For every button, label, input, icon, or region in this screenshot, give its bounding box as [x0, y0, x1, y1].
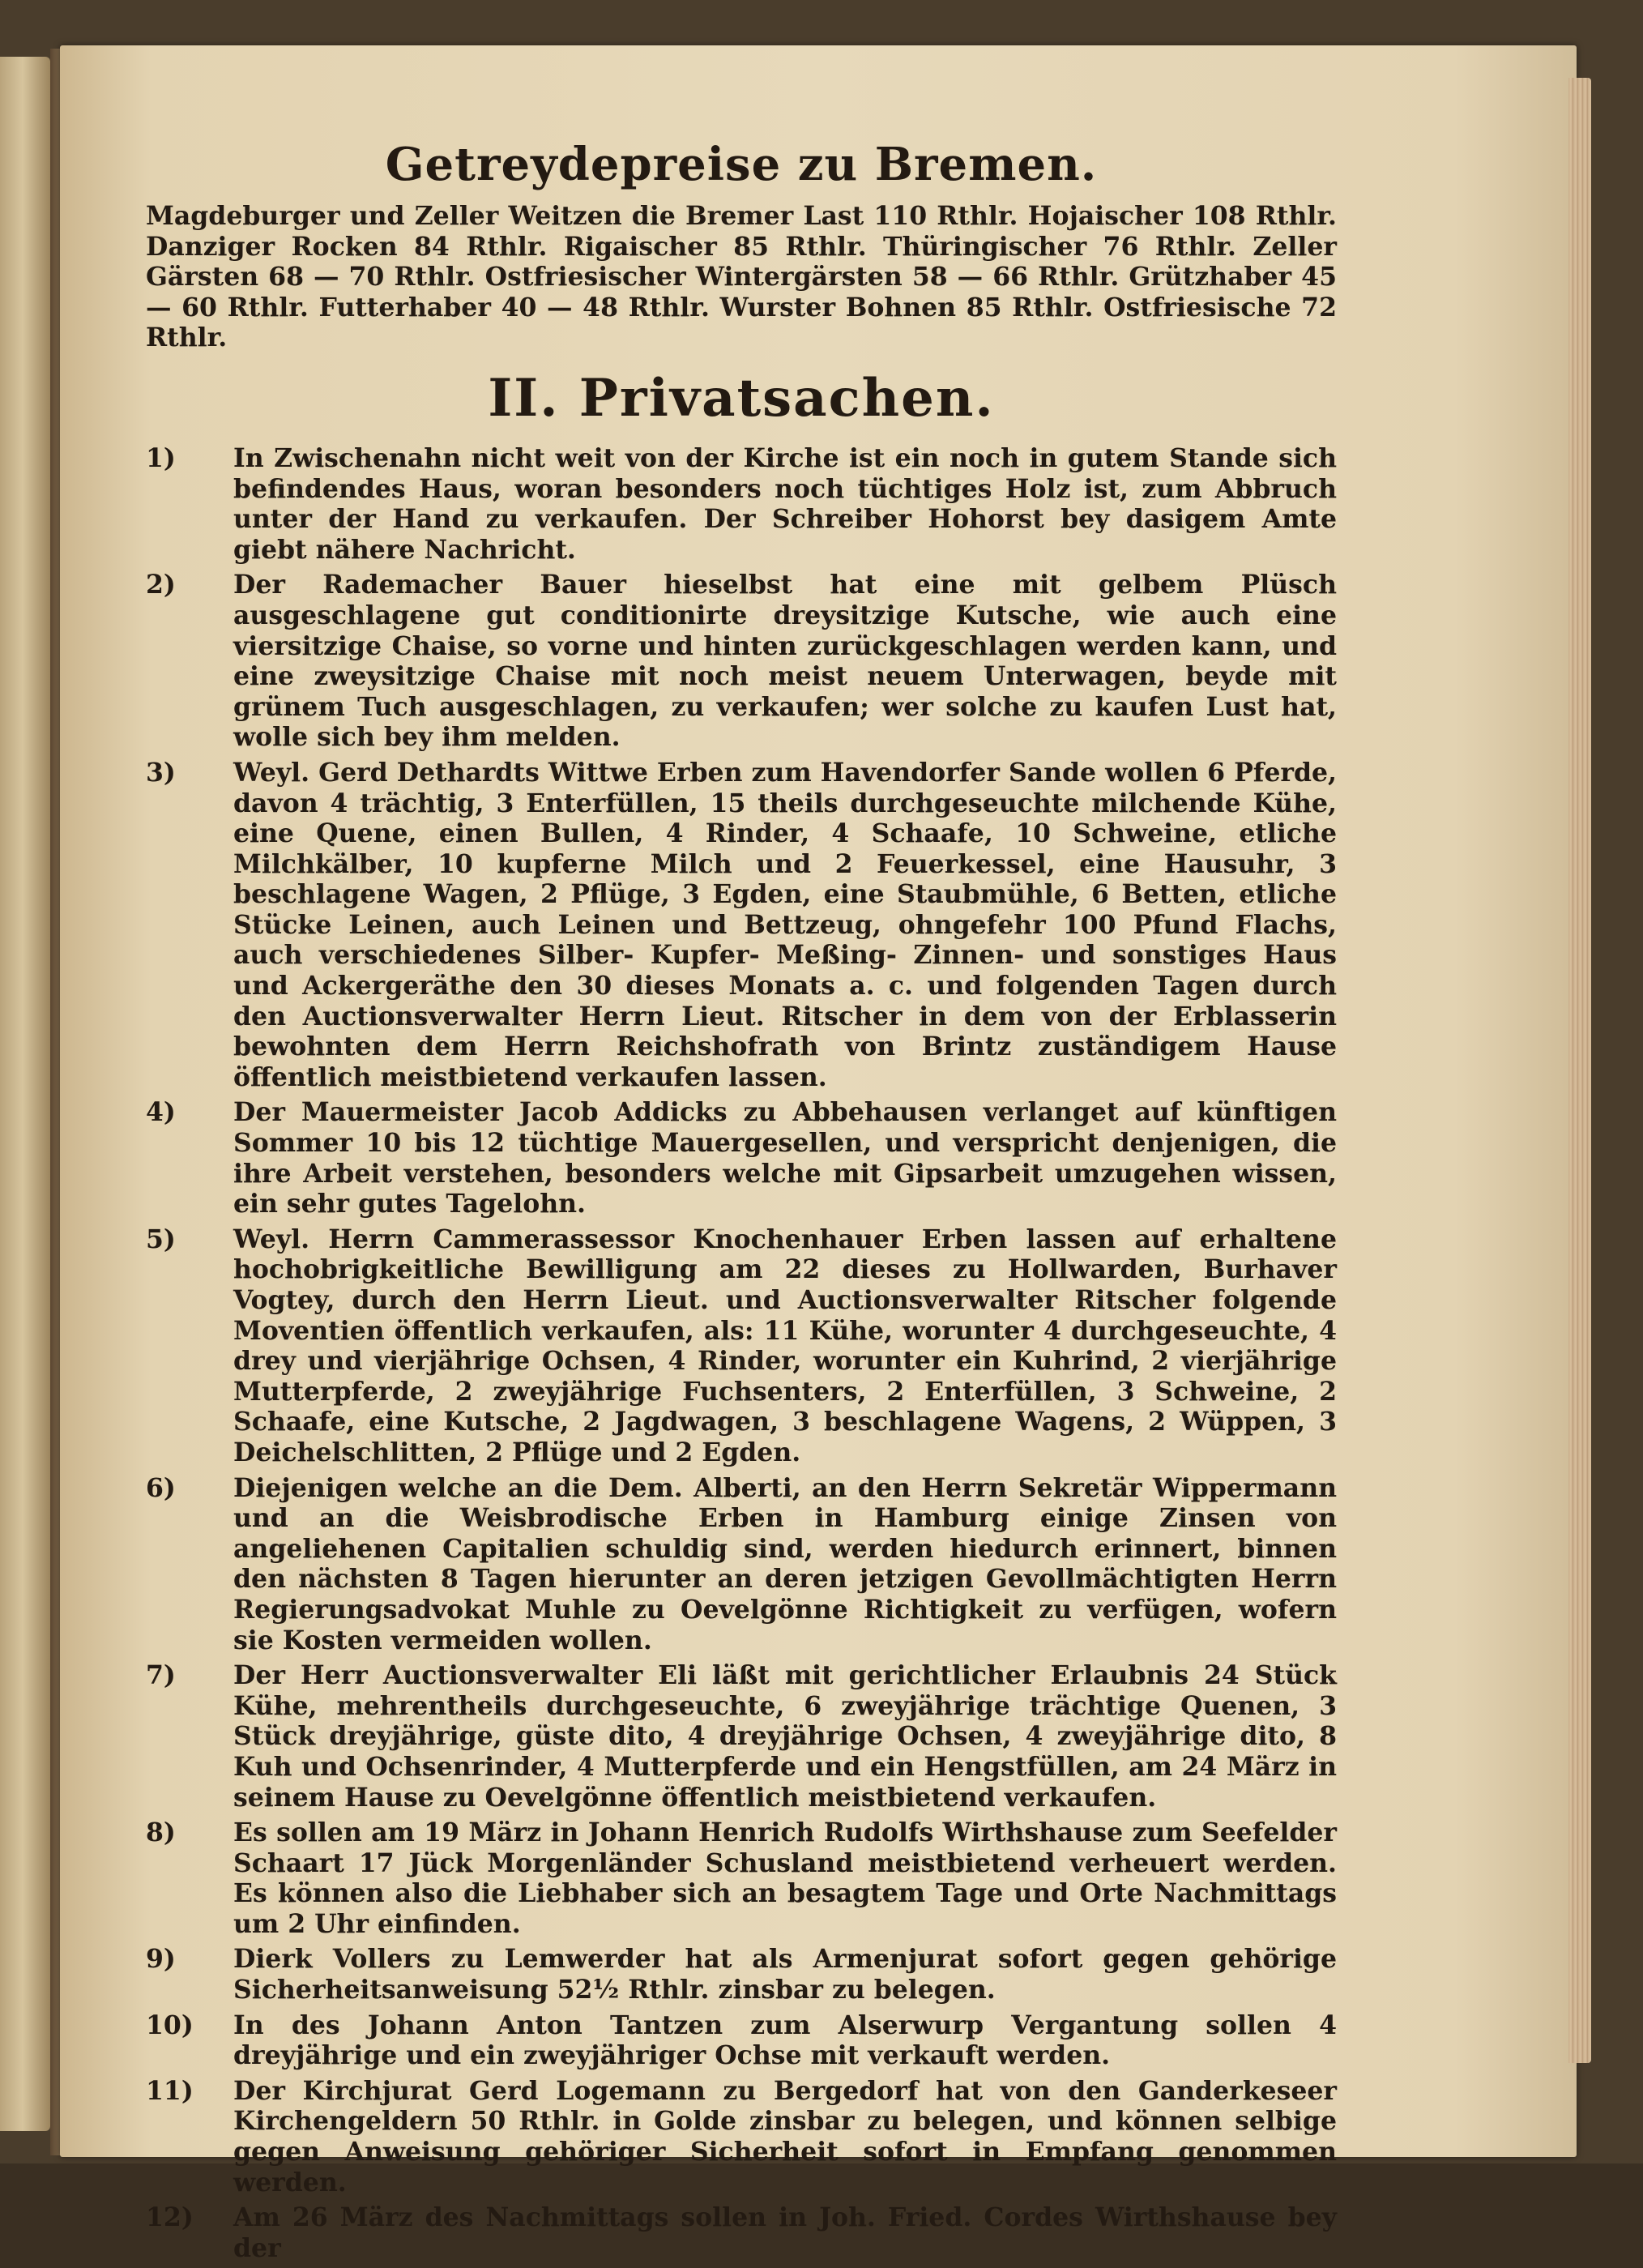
section-heading: II. Privatsachen. — [488, 367, 995, 429]
entry — [146, 1660, 1337, 1813]
grain-prices-heading: Getreydepreise zu Bremen. — [385, 138, 1098, 191]
entry-text: Der Rademacher Bauer hieselbst hat eine mit gelbem Plüsch ausgeschlagene gut conditionirte dreysitzige Kutsche, wie auch eine viersitzige Chaise, so vorne und hinten zurückgeschlagen werden kann, und eine zweysitzige Chaise mit noch meist neuem Unterwagen, beyde mit grünem Tuch ausgeschlagen, zu verkaufen; wer solche zu kaufen Lust hat, wolle sich bey ihm melden. — [233, 570, 1337, 753]
entry-text: Dierk Vollers zu Lemwerder hat als Armenjurat sofort gegen gehörige Sicherheitsanweisung 52½ Rthlr. zinsbar zu belegen. — [233, 1944, 1337, 2005]
entry-text: Es sollen am 19 März in Johann Henrich Rudolfs Wirthshause zum Seefelder Schaart 17 Jück Morgenländer Schusland meistbietend verheuert werden. Es können also die Liebhaber sich an besagtem Tage und Orte Nachmittags um 2 Uhr einfinden. — [233, 1817, 1337, 1939]
grain-prices-text: Magdeburger und Zeller Weitzen die Bremer Last 110 Rthlr. Hojaischer 108 Rthlr. Danziger Rocken 84 Rthlr. Rigaischer 85 Rthlr. Thüringischer 76 Rthlr. Zeller Gärsten 68 — 70 Rthlr. Ostfriesischer Wintergärsten 58 — 66 Rthlr. Grützhaber 45 — 60 Rthlr. Futterhaber 40 — 48 Rthlr. Wurster Bohnen 85 Rthlr. Ostfriesische 72 Rthlr. — [146, 201, 1337, 353]
page-content — [146, 138, 1337, 2268]
entry-text: Am 26 März des Nachmittags sollen in Joh. Fried. Cordes Wirthshause bey der — [233, 2202, 1337, 2263]
entry-number: 7) — [146, 1660, 176, 1691]
entry-number: 10) — [146, 2010, 194, 2040]
entry-number: 2) — [146, 570, 176, 600]
entry-text: Weyl. Herrn Cammerassessor Knochenhauer Erben lassen auf erhaltene hochobrigkeitliche Bewilligung am 22 dieses zu Hollwarden, Burhaver Vogtey, durch den Herrn Lieut. und Auctionsverwalter Ritscher folgende Moventien öffentlich verkaufen, als: 11 Kühe, worunter 4 durchgeseuchte, 4 drey und vierjährige Ochsen, 4 Rinder, worunter ein Kuhrind, 2 vierjährige Mutterpferde, 2 zweyjährige Fuchsenters, 2 Enterfüllen, 3 Schweine, 2 Schaafe, eine Kutsche, 2 Jagdwagen, 3 beschlagene Wagens, 2 Wüppen, 3 Deichelschlitten, 2 Pflüge und 2 Egden. — [233, 1224, 1337, 1467]
entry — [146, 2076, 1337, 2198]
entry — [146, 1224, 1337, 1468]
entry — [146, 1944, 1337, 2005]
entry-number: 11) — [146, 2075, 194, 2106]
entry-text: Der Herr Auctionsverwalter Eli läßt mit gerichtlicher Erlaubnis 24 Stück Kühe, mehrentheils durchgeseuchte, 6 zweyjährige trächtige Quenen, 3 Stück dreyjährige, güste dito, 4 dreyjährige Ochsen, 4 zweyjährige dito, 8 Kuh und Ochsenrinder, 4 Mutterpferde und ein Hengstfüllen, am 24 März in seinem Hause zu Oevelgönne öffentlich meistbietend verkaufen. — [233, 1660, 1337, 1813]
entry — [146, 570, 1337, 753]
entry-number: 12) — [146, 2202, 194, 2233]
entry — [146, 1097, 1337, 1219]
entry — [146, 1817, 1337, 1939]
entry-text: Diejenigen welche an die Dem. Alberti, an den Herrn Sekretär Wippermann und an die Weisbrodische Erben in Hamburg einige Zinsen von angeliehenen Capitalien schuldig sind, werden hiedurch erinnert, binnen den nächsten 8 Tagen hierunter an deren jetzigen Gevollmächtigten Herrn Regierungsadvokat Muhle zu Oevelgönne Richtigkeit zu verfügen, wofern sie Kosten vermeiden wollen. — [233, 1472, 1337, 1655]
left-page-edge — [0, 57, 50, 2131]
entry-number: 6) — [146, 1472, 176, 1503]
page-edge — [1568, 78, 1591, 2063]
entry-number: 5) — [146, 1224, 176, 1254]
entry-text: Der Kirchjurat Gerd Logemann zu Bergedorf hat von den Ganderkeseer Kirchengeldern 50 Rthlr. in Golde zinsbar zu belegen, und können selbige gegen Anweisung gehöriger Sicherheit sofort in Empfang genommen werden. — [233, 2075, 1337, 2198]
entry-text: Weyl. Gerd Dethardts Wittwe Erben zum Havendorfer Sande wollen 6 Pferde, davon 4 trächtig, 3 Enterfüllen, 15 theils durchgeseuchte milchende Kühe, eine Quene, einen Bullen, 4 Rinder, 4 Schaafe, 10 Schweine, etliche Milchkälber, 10 kupferne Milch und 2 Feuerkessel, eine Hausuhr, 3 beschlagene Wagen, 2 Pflüge, 3 Egden, eine Staubmühle, 6 Betten, etliche Stücke Leinen, auch Leinen und Bettzeug, ohngefehr 100 Pfund Flachs, auch verschiedenes Silber- Kupfer- Meßing- Zinnen- und sonstiges Haus und Ackergeräthe den 30 dieses Monats a. c. und folgenden Tagen durch den Auctionsverwalter Herrn Lieut. Ritscher in dem von der Erblasserin bewohnten dem Herrn Reichshofrath von Brintz zuständigem Hause öffentlich meistbietend verkaufen lassen. — [233, 757, 1337, 1092]
entry-number: 9) — [146, 1944, 176, 1975]
entry-number: 4) — [146, 1097, 176, 1128]
entry — [146, 1473, 1337, 1656]
entry — [146, 2010, 1337, 2071]
entry-text: In Zwischenahn nicht weit von der Kirche ist ein noch in gutem Stande sich befindendes Haus, woran besonders noch tüchtiges Holz ist, zum Abbruch unter der Hand zu verkaufen. Der Schreiber Hohorst bey dasigem Amte giebt nähere Nachricht. — [233, 442, 1337, 565]
entry — [146, 443, 1337, 565]
entry-text: In des Johann Anton Tantzen zum Alserwurp Vergantung sollen 4 dreyjährige und ein zweyjähriger Ochse mit verkauft werden. — [233, 2010, 1337, 2071]
entry — [146, 758, 1337, 1093]
entry-number: 3) — [146, 757, 176, 788]
entry-number: 1) — [146, 442, 176, 473]
entry-text: Der Mauermeister Jacob Addicks zu Abbehausen verlanget auf künftigen Sommer 10 bis 12 tüchtige Mauergesellen, und verspricht denjenigen, die ihre Arbeit verstehen, besonders welche mit Gipsarbeit umzugehen wissen, ein sehr gutes Tagelohn. — [233, 1097, 1337, 1219]
entry — [146, 2202, 1337, 2263]
entry-number: 8) — [146, 1817, 176, 1848]
